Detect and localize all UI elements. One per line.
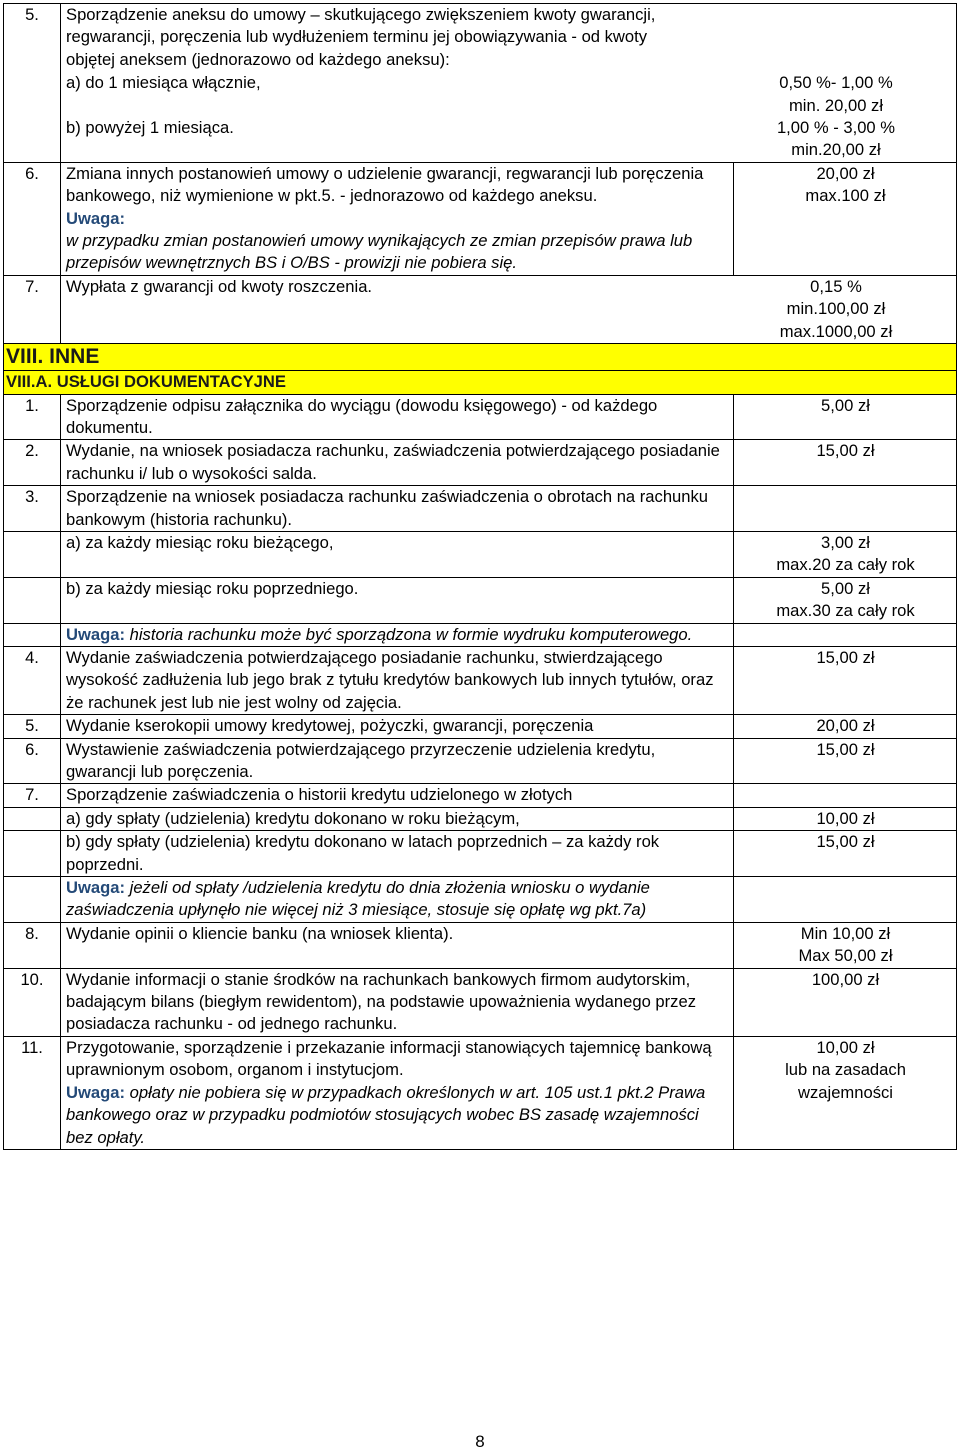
- note-text: historia rachunku może być sporządzona w formie wydruku komputerowego.: [129, 624, 693, 644]
- row-number: 5.: [4, 715, 61, 738]
- table-row: [4, 1036, 957, 1149]
- row-number: 1.: [4, 394, 61, 440]
- fee-max: max.1000,00 zł: [779, 321, 893, 341]
- subitem-a-label: a) do 1 miesiąca włącznie,: [66, 73, 261, 93]
- fee-note: lub na zasadach: [785, 1060, 906, 1080]
- fee-value: 15,00 zł: [734, 440, 957, 486]
- subitem-b-label: b) gdy spłaty (udzielenia) kredytu dokonano w latach poprzednich – za każdy rok poprzedni.: [61, 831, 734, 877]
- table-row: [4, 784, 957, 807]
- row-description: Sporządzenie zaświadczenia o historii kredytu udzielonego w złotych: [61, 784, 734, 807]
- row-description: Wydanie informacji o stanie środków na rachunkach bankowych firmom audytorskim, badającym bilans (biegłym rewidentom), na podstawie upoważnienia wydanego przez posiadacza rachunku - od jednego rachunku.: [61, 968, 734, 1036]
- table-row: [4, 831, 957, 877]
- row-description: Wydanie opinii o kliencie banku (na wniosek klienta).: [61, 922, 734, 968]
- subsection-header-row: [4, 371, 957, 394]
- note-label: Uwaga:: [66, 624, 126, 644]
- table-row: [4, 877, 957, 923]
- fee-value: 15,00 zł: [734, 738, 957, 784]
- subitem-a-label: a) gdy spłaty (udzielenia) kredytu dokonano w roku bieżącym,: [61, 807, 734, 830]
- row-description: Wydanie kserokopii umowy kredytowej, pożyczki, gwarancji, poręczenia: [61, 715, 734, 738]
- subitem-b-label: b) powyżej 1 miesiąca.: [66, 118, 234, 138]
- note-label: Uwaga:: [66, 208, 126, 228]
- fee-note: wzajemności: [798, 1082, 893, 1102]
- table-row: [4, 646, 957, 714]
- section-header-row: [4, 344, 957, 371]
- fee-value: 3,00 zł: [821, 532, 870, 552]
- subitem-b-label: b) za każdy miesiąc roku poprzedniego.: [61, 577, 734, 623]
- table-row: [4, 486, 957, 532]
- table-row: [4, 577, 957, 623]
- fee-value: 5,00 zł: [734, 394, 957, 440]
- table-row: [4, 922, 957, 968]
- row-number: 5.: [4, 4, 61, 163]
- fee-max: max.30 za cały rok: [776, 601, 915, 621]
- row-number: 11.: [4, 1036, 61, 1149]
- row-description: Wydanie zaświadczenia potwierdzającego posiadanie rachunku, stwierdzającego wysokość zadłużenia lub jego brak z tytułu kredytów bankowych lub innych tytułów, oraz że rachunek jest lub nie jest wolny od zajęcia.: [61, 646, 734, 714]
- row-description: Wydanie, na wniosek posiadacza rachunku, zaświadczenia potwierdzającego posiadanie rachunku i/ lub o wysokości salda.: [61, 440, 734, 486]
- row-description: Wypłata z gwarancji od kwoty roszczenia.: [66, 276, 373, 296]
- table-row: [4, 968, 957, 1036]
- table-row: [4, 440, 957, 486]
- fee-value: 20,00 zł: [816, 163, 875, 183]
- row-number: 10.: [4, 968, 61, 1036]
- fee-value: 100,00 zł: [734, 968, 957, 1036]
- fee-max: Max 50,00 zł: [798, 946, 893, 966]
- fee-value: 0,15 %: [810, 276, 862, 296]
- row-description: Zmiana innych postanowień umowy o udzielenie gwarancji, regwarancji lub poręczenia bankowego, niż wymienione w pkt.5. - jednorazowo od każdego aneksu.: [66, 163, 704, 206]
- fee-value: 0,50 %- 1,00 %: [779, 73, 893, 93]
- fee-min: Min 10,00 zł: [800, 923, 891, 943]
- fee-min: min.20,00 zł: [791, 140, 881, 160]
- row-description: Sporządzenie odpisu załącznika do wyciągu (dowodu księgowego) - od każdego dokumentu.: [61, 394, 734, 440]
- table-row: [4, 162, 957, 275]
- table-row: [4, 738, 957, 784]
- fee-max: max.100 zł: [805, 186, 886, 206]
- note-text: w przypadku zmian postanowień umowy wynikających ze zmian przepisów prawa lub przepisów wewnętrznych BS i O/BS - prowizji nie pobiera się.: [66, 231, 693, 273]
- subitem-a-label: a) za każdy miesiąc roku bieżącego,: [61, 531, 734, 577]
- row-description: Sporządzenie na wniosek posiadacza rachunku zaświadczenia o obrotach na rachunku bankowym (historia rachunku).: [61, 486, 734, 532]
- fee-value: 15,00 zł: [734, 831, 957, 877]
- fee-table: [3, 3, 957, 1150]
- row-number: 2.: [4, 440, 61, 486]
- table-row: [4, 4, 957, 163]
- fee-max: max.20 za cały rok: [776, 555, 915, 575]
- note-label: Uwaga:: [66, 878, 126, 898]
- note-label: Uwaga:: [66, 1082, 126, 1102]
- note-text: opłaty nie pobiera się w przypadkach określonych w art. 105 ust.1 pkt.2 Prawa bankowego oraz w przypadku podmiotów stosujących wobec BS zasadę wzajemności bez opłaty.: [66, 1082, 706, 1147]
- subsection-title: VIII.A. USŁUGI DOKUMENTACYJNE: [6, 372, 286, 392]
- row-number: 4.: [4, 646, 61, 714]
- note-text: jeżeli od spłaty /udzielenia kredytu do dnia złożenia wniosku o wydanie zaświadczenia upłynęło nie więcej niż 3 miesiące, stosuje się opłatę wg pkt.7a): [66, 878, 650, 920]
- row-number: 7.: [4, 784, 61, 807]
- page-number: 8: [475, 1432, 485, 1451]
- row-number: 7.: [4, 275, 61, 343]
- fee-value: 1,00 % - 3,00 %: [776, 118, 896, 138]
- row-description: Sporządzenie aneksu do umowy – skutkującego zwiększeniem kwoty gwarancji, regwarancji, poręczenia lub wydłużeniem terminu jej obowiązywania - od kwoty objętej aneksem (jednorazowo od każdego aneksu):: [66, 5, 656, 69]
- fee-min: min. 20,00 zł: [788, 95, 884, 115]
- fee-min: min.100,00 zł: [786, 299, 886, 319]
- table-row: [4, 394, 957, 440]
- row-number: 6.: [4, 162, 61, 275]
- fee-value: 15,00 zł: [734, 646, 957, 714]
- row-description: Przygotowanie, sporządzenie i przekazanie informacji stanowiących tajemnicę bankową uprawnionym osobom, organom i instytucjom.: [66, 1037, 712, 1080]
- table-row: [4, 275, 957, 343]
- fee-value: 5,00 zł: [821, 578, 870, 598]
- row-number: 8.: [4, 922, 61, 968]
- table-row: [4, 531, 957, 577]
- table-row: [4, 715, 957, 738]
- fee-value: 10,00 zł: [734, 807, 957, 830]
- fee-value: 20,00 zł: [734, 715, 957, 738]
- fee-value: 10,00 zł: [816, 1037, 875, 1057]
- table-row: [4, 623, 957, 646]
- section-title: VIII. INNE: [6, 345, 100, 369]
- row-number: 6.: [4, 738, 61, 784]
- row-description: Wystawienie zaświadczenia potwierdzającego przyrzeczenie udzielenia kredytu, gwarancji lub poręczenia.: [61, 738, 734, 784]
- table-row: [4, 807, 957, 830]
- row-number: 3.: [4, 486, 61, 532]
